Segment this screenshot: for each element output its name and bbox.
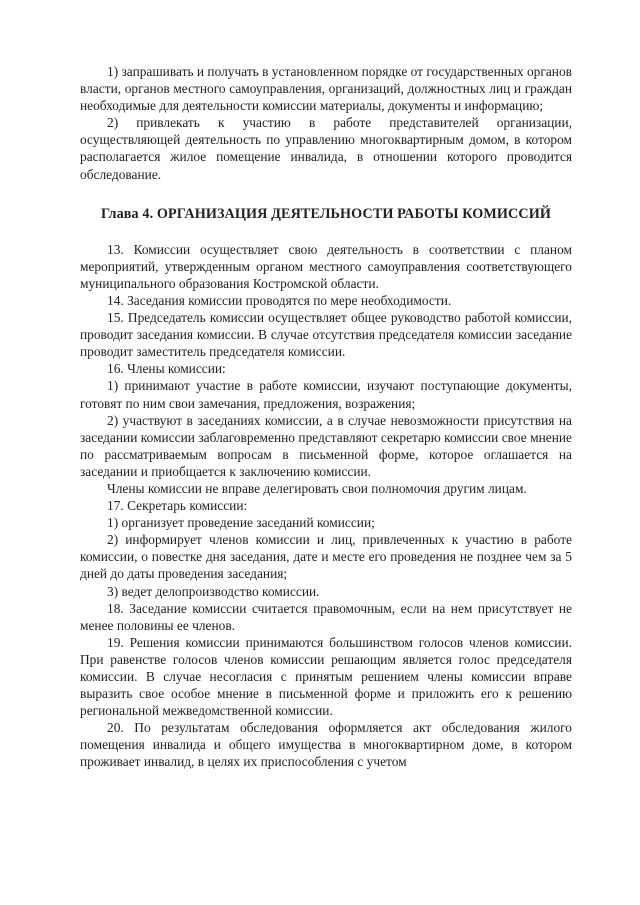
clause-20: 20. По результатам обследования оформляется акт обследования жилого помещения инвалида и общего имущества в многоквартирном доме, в котором проживает инвалид, в целях их приспособления с учетом — [80, 720, 572, 770]
clause-14: 14. Заседания комиссии проводятся по мере необходимости. — [107, 292, 452, 308]
clause-17: 17. Секретарь комиссии: — [107, 498, 248, 514]
chapter-heading: Глава 4. ОРГАНИЗАЦИЯ ДЕЯТЕЛЬНОСТИ РАБОТЫ КОМИССИЙ — [101, 205, 551, 222]
clause-16-note: Члены комиссии не вправе делегировать свои полномочия другим лицам. — [107, 480, 527, 496]
clause-17-item-1: 1) организует проведение заседаний комиссии; — [107, 515, 375, 531]
clause-18: 18. Заседание комиссии считается правомочным, если на нем присутствует не менее половины ее членов. — [80, 600, 572, 633]
clause-19: 19. Решения комиссии принимаются большинством голосов членов комиссии. При равенстве голосов членов комиссии решающим является голос председателя комиссии. В случае несогласия с принятым решением члены комиссии вправе выразить свое особое мнение в письменной форме и приложить его к решению региональной межведомственной комиссии. — [80, 634, 572, 719]
clause-17-item-2: 2) информирует членов комиссии и лиц, привлеченных к участию в работе комиссии, о повестке дня заседания, дате и месте его проведения не позднее чем за 5 дней до даты проведения заседания; — [80, 532, 572, 582]
list-item-request-materials: 1) запрашивать и получать в установленном порядке от государственных органов власти, органов местного самоуправления, организаций, должностных лиц и граждан необходимые для деятельности комиссии материалы, документы и информацию; — [80, 64, 572, 114]
clause-16-item-2: 2) участвуют в заседаниях комиссии, а в случае невозможности присутствия на заседании комиссии заблаговременно представляют секретарю комиссии свое мнение по рассматриваемым вопросам в письменной форме, которое оглашается на заседании и приобщается к заключению комиссии. — [80, 412, 572, 479]
clause-17-item-3: 3) ведет делопроизводство комиссии. — [107, 583, 320, 599]
clause-13: 13. Комиссии осуществляет свою деятельность в соответствии с планом мероприятий, утвержденным органом местного самоуправления соответствующего муниципального образования Костромской области. — [80, 241, 572, 291]
clause-16-item-1: 1) принимают участие в работе комиссии, изучают поступающие документы, готовят по ним свои замечания, предложения, возражения; — [80, 378, 572, 411]
clause-16: 16. Члены комиссии: — [107, 361, 226, 377]
clause-15: 15. Председатель комиссии осуществляет общее руководство работой комиссии, проводит заседания комиссии. В случае отсутствия председателя комиссии заседание проводит заместитель председателя комиссии. — [80, 310, 572, 360]
list-item-involve-representatives: 2) привлекать к участию в работе представителей организации, осуществляющей деятельность по управлению многоквартирным домом, в котором располагается жилое помещение инвалида, в отношении которого проводится обследование. — [80, 115, 572, 182]
